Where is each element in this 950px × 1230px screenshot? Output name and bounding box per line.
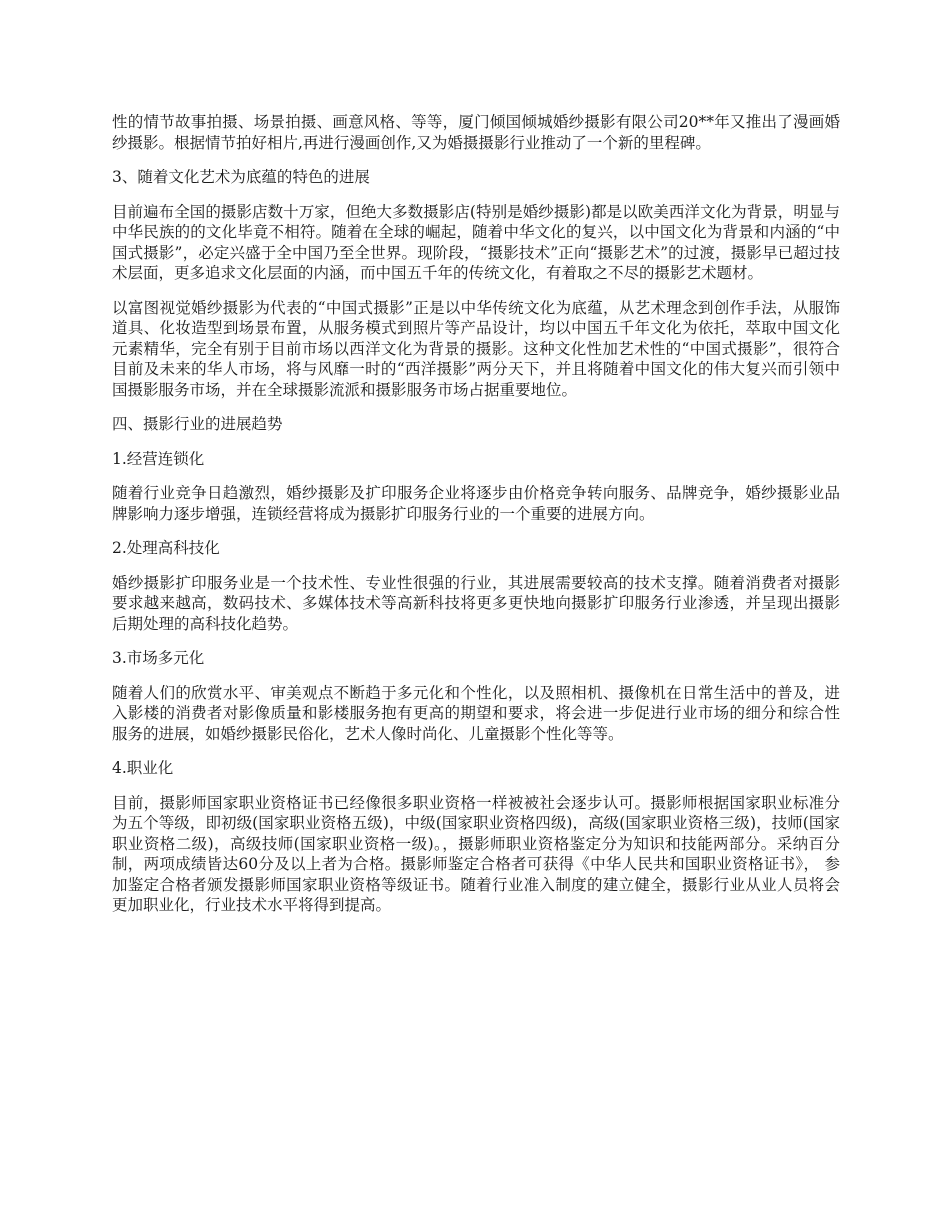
subheading-diversified: 3.市场多元化 bbox=[112, 649, 205, 667]
paragraph-culture-1: 目前遍布全国的摄影店数十万家，但绝大多数摄影店(特别是婚纱摄影)都是以欧美西洋文化为背景，明显与中华民族的的文化毕竟不相符。随着在全球的崛起，随着中华文化的复兴，以中国文化为背景和内涵的“中国式摄影”，必定兴盛于全中国乃至全世界。现阶段，“摄影技术”正向“摄影艺术”的过渡，摄影早已超过技术层面，更多追求文化层面的内涵，而中国五千年的传统文化，有着取之不尽的摄影艺术题材。 bbox=[112, 202, 840, 282]
document-page bbox=[112, 112, 840, 930]
paragraph-culture-2: 以富图视觉婚纱摄影为代表的“中国式摄影”正是以中华传统文化为底蕴，从艺术理念到创作手法，从服饰道具、化妆造型到场景布置，从服务模式到照片等产品设计，均以中国五千年文化为依托，萃取中国文化元素精华，完全有别于目前市场以西洋文化为背景的摄影。这种文化性加艺术性的“中国式摄影”，很符合目前及未来的华人市场，将与风靡一时的“西洋摄影”两分天下，并且将随着中国文化的伟大复兴而引领中国摄影服务市场，并在全球摄影流派和摄影服务市场占据重要地位。 bbox=[112, 298, 840, 399]
paragraph-diversified: 随着人们的欣赏水平、审美观点不断趋于多元化和个性化，以及照相机、摄像机在日常生活中的普及，进入影楼的消费者对影像质量和影楼服务抱有更高的期望和要求，将会进一步促进行业市场的细分和综合性服务的进展，如婚纱摄影民俗化，艺术人像时尚化、儿童摄影个性化等等。 bbox=[112, 683, 840, 743]
paragraph-hitech: 婚纱摄影扩印服务业是一个技术性、专业性很强的行业，其进展需要较高的技术支撑。随着消费者对摄影要求越来越高，数码技术、多媒体技术等高新科技将更多更快地向摄影扩印服务行业渗透，并呈现出摄影后期处理的高科技化趋势。 bbox=[112, 573, 840, 633]
subheading-hitech: 2.处理高科技化 bbox=[112, 539, 220, 557]
paragraph-professional: 目前，摄影师国家职业资格证书已经像很多职业资格一样被被社会逐步认可。摄影师根据国家职业标准分为五个等级，即初级(国家职业资格五级)，中级(国家职业资格四级)，高级(国家职业资格三级)，技师(国家职业资格二级)，高级技师(国家职业资格一级)。，摄影师职业资格鉴定分为知识和技能两部分。采纳百分制，两项成绩皆达60分及以上者为合格。摄影师鉴定合格者可获得《中华人民共和国职业资格证书》， 参加鉴定合格者颁发摄影师国家职业资格等级证书。随着行业准入制度的建立健全，摄影行业从业人员将会更加职业化，行业技术水平将得到提高。 bbox=[112, 793, 840, 914]
subheading-professional: 4.职业化 bbox=[112, 759, 174, 777]
paragraph-chain: 随着行业竞争日趋激烈，婚纱摄影及扩印服务企业将逐步由价格竞争转向服务、品牌竞争，婚纱摄影业品牌影响力逐步增强，连锁经营将成为摄影扩印服务行业的一个重要的进展方向。 bbox=[112, 484, 840, 523]
subheading-chain: 1.经营连锁化 bbox=[112, 449, 205, 468]
paragraph-continuation: 性的情节故事拍摄、场景拍摄、画意风格、等等，厦门倾国倾城婚纱摄影有限公司20**年又推出了漫画婚纱摄影。根据情节拍好相片,再进行漫画创作,又为婚摄摄影行业推动了一个新的里程碑。 bbox=[112, 113, 840, 152]
section-heading-culture: 3、随着文化艺术为底蕴的特色的进展 bbox=[112, 168, 370, 186]
section-heading-trends: 四、摄影行业的进展趋势 bbox=[112, 415, 283, 433]
